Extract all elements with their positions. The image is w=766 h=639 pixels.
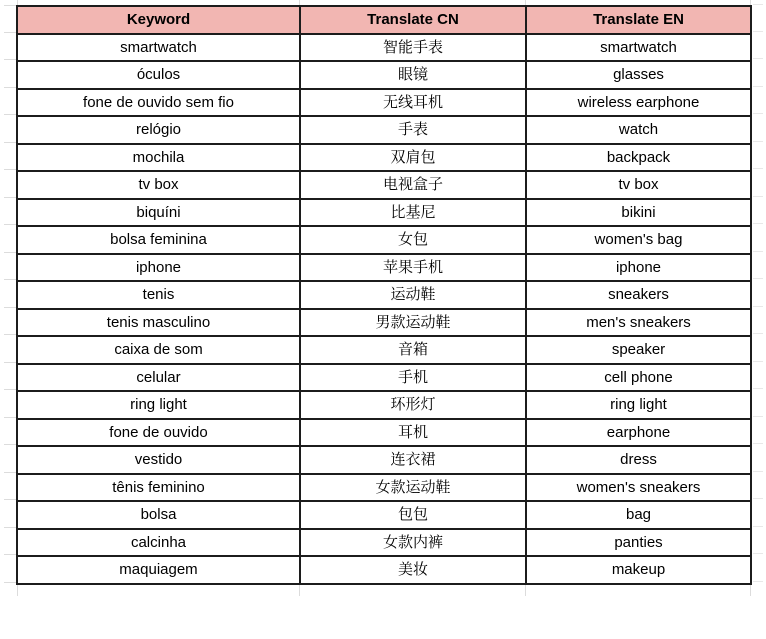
gridline-stub [753,388,763,389]
translate-cn-cell[interactable]: 苹果手机 [300,254,526,282]
translate-cn-cell[interactable]: 耳机 [300,419,526,447]
gridline-stub [4,169,16,170]
gridline-stub [753,553,763,554]
table-row [17,281,751,309]
gridline-stub [4,527,16,528]
gridline-stub [4,32,16,33]
translate-cn-cell[interactable]: 包包 [300,501,526,529]
gridline-stub [753,31,763,32]
gridline-stub [4,114,16,115]
keyword-cell[interactable]: bolsa [17,501,300,529]
table-row [17,61,751,89]
column-header-keyword[interactable]: Keyword [17,6,300,34]
gridline-stub [4,499,16,500]
gridline-stub [4,279,16,280]
gridline-stub [4,59,16,60]
translate-cn-cell[interactable]: 女包 [300,226,526,254]
translate-en-cell[interactable]: panties [526,529,751,557]
gridline-stub [4,87,16,88]
translate-cn-cell[interactable]: 音箱 [300,336,526,364]
translate-en-cell[interactable]: sneakers [526,281,751,309]
gridline-stub [753,471,763,472]
translate-en-cell[interactable]: bag [526,501,751,529]
translate-en-cell[interactable]: iphone [526,254,751,282]
keyword-cell[interactable]: tv box [17,171,300,199]
translate-cn-cell[interactable]: 环形灯 [300,391,526,419]
gridline-stub [753,58,763,59]
table-row [17,364,751,392]
translate-en-cell[interactable]: women's sneakers [526,474,751,502]
gridline-stub [4,197,16,198]
table-row [17,419,751,447]
translate-cn-cell[interactable]: 智能手表 [300,34,526,62]
table-row [17,446,751,474]
table-row [17,254,751,282]
gridline-stub [4,554,16,555]
gridline-stub [753,416,763,417]
gridline-stub [4,5,16,6]
table-row [17,34,751,62]
gridline-stub [753,361,763,362]
keyword-cell[interactable]: óculos [17,61,300,89]
translate-en-cell[interactable]: earphone [526,419,751,447]
keyword-cell[interactable]: smartwatch [17,34,300,62]
translate-en-cell[interactable]: cell phone [526,364,751,392]
translate-cn-cell[interactable]: 美妆 [300,556,526,584]
translate-en-cell[interactable]: ring light [526,391,751,419]
gridline-stub [4,582,16,583]
gridline-stub [4,444,16,445]
table-row [17,171,751,199]
translate-cn-cell[interactable]: 双肩包 [300,144,526,172]
gridline-stub [4,334,16,335]
gridline-stub [4,224,16,225]
header-row [17,6,751,34]
gridline-stub [4,472,16,473]
table-row [17,501,751,529]
gridline-stub [753,168,763,169]
translation-table [16,5,752,585]
table-row [17,336,751,364]
keyword-cell[interactable]: celular [17,364,300,392]
keyword-cell[interactable]: mochila [17,144,300,172]
column-header-translate-cn[interactable]: Translate CN [300,6,526,34]
translate-en-cell[interactable]: glasses [526,61,751,89]
translate-cn-cell[interactable]: 女款内裤 [300,529,526,557]
gridline-stub [299,585,300,596]
column-header-translate-en[interactable]: Translate EN [526,6,751,34]
gridline-stub [17,0,18,5]
translate-en-cell[interactable]: backpack [526,144,751,172]
keyword-cell[interactable]: tenis [17,281,300,309]
keyword-cell[interactable]: vestido [17,446,300,474]
keyword-cell[interactable]: relógio [17,116,300,144]
gridline-stub [753,498,763,499]
translate-en-cell[interactable]: tv box [526,171,751,199]
gridline-stub [525,0,526,5]
translate-en-cell[interactable]: makeup [526,556,751,584]
table-row [17,309,751,337]
keyword-cell[interactable]: ring light [17,391,300,419]
gridline-stub [753,4,763,5]
table-body [17,34,751,584]
translate-cn-cell[interactable]: 运动鞋 [300,281,526,309]
gridline-stub [17,585,18,596]
keyword-cell[interactable]: maquiagem [17,556,300,584]
translate-cn-cell[interactable]: 比基尼 [300,199,526,227]
table-row [17,226,751,254]
translate-cn-cell[interactable]: 电视盒子 [300,171,526,199]
gridline-stub [753,581,763,582]
gridline-stub [4,142,16,143]
translate-en-cell[interactable]: wireless earphone [526,89,751,117]
table-row [17,556,751,584]
keyword-cell[interactable]: iphone [17,254,300,282]
gridline-stub [4,307,16,308]
gridline-stub [753,306,763,307]
gridline-stub [753,113,763,114]
translate-en-cell[interactable]: speaker [526,336,751,364]
keyword-cell[interactable]: caixa de som [17,336,300,364]
table-row [17,116,751,144]
translate-en-cell[interactable]: dress [526,446,751,474]
gridline-stub [753,278,763,279]
table-row [17,474,751,502]
translate-cn-cell[interactable]: 手机 [300,364,526,392]
keyword-cell[interactable]: tênis feminino [17,474,300,502]
gridline-stub [4,389,16,390]
keyword-cell[interactable]: calcinha [17,529,300,557]
keyword-cell[interactable]: fone de ouvido sem fio [17,89,300,117]
gridline-stub [750,0,751,5]
translate-en-cell[interactable]: women's bag [526,226,751,254]
gridline-stub [4,362,16,363]
keyword-cell[interactable]: tenis masculino [17,309,300,337]
gridline-stub [753,196,763,197]
gridline-stub [4,252,16,253]
table-row [17,89,751,117]
gridline-stub [753,141,763,142]
translate-en-cell[interactable]: watch [526,116,751,144]
table-row [17,529,751,557]
keyword-cell[interactable]: biquíni [17,199,300,227]
gridline-stub [753,526,763,527]
translate-cn-cell[interactable]: 女款运动鞋 [300,474,526,502]
translate-cn-cell[interactable]: 无线耳机 [300,89,526,117]
translate-cn-cell[interactable]: 手表 [300,116,526,144]
gridline-stub [753,333,763,334]
gridline-stub [753,86,763,87]
gridline-stub [753,223,763,224]
translate-cn-cell[interactable]: 连衣裙 [300,446,526,474]
keyword-cell[interactable]: bolsa feminina [17,226,300,254]
gridline-stub [753,443,763,444]
gridline-stub [299,0,300,5]
gridline-stub [753,251,763,252]
table-row [17,199,751,227]
gridline-stub [4,417,16,418]
translate-en-cell[interactable]: smartwatch [526,34,751,62]
translate-cn-cell[interactable]: 男款运动鞋 [300,309,526,337]
table-row [17,144,751,172]
gridline-stub [525,585,526,596]
table-header-row [17,6,751,34]
keyword-cell[interactable]: fone de ouvido [17,419,300,447]
gridline-stub [750,585,751,596]
translate-cn-cell[interactable]: 眼镜 [300,61,526,89]
translate-en-cell[interactable]: men's sneakers [526,309,751,337]
translate-en-cell[interactable]: bikini [526,199,751,227]
table-row [17,391,751,419]
